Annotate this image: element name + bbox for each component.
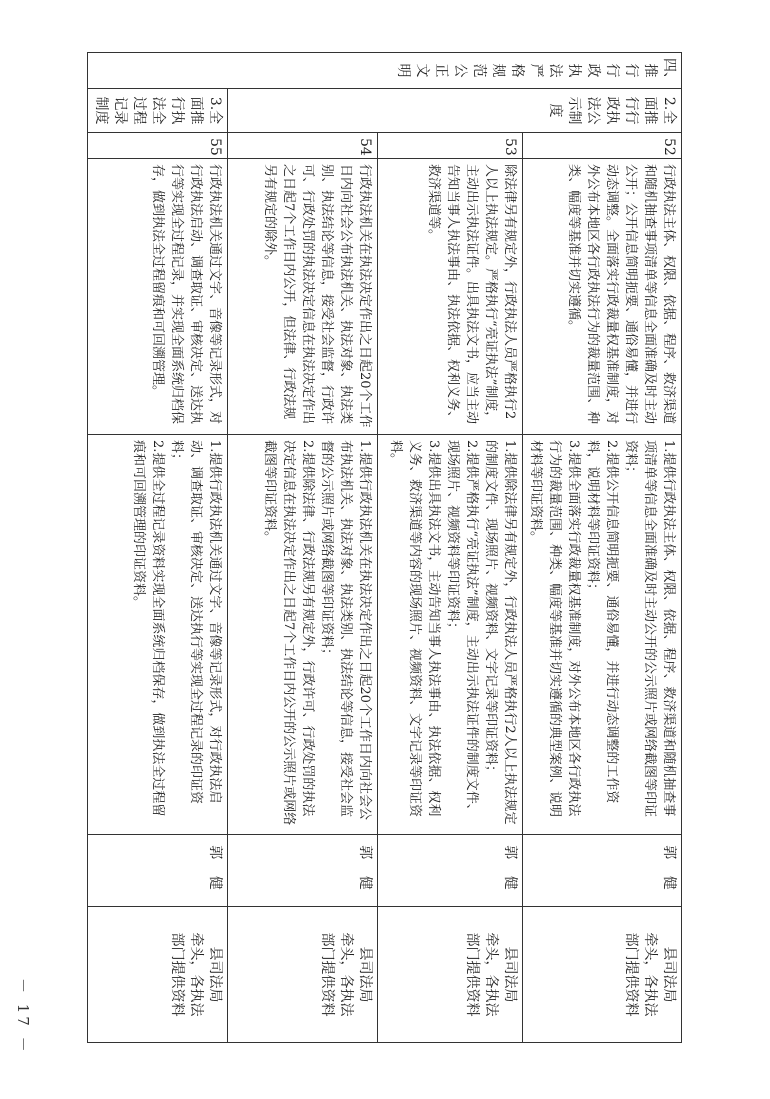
evidence-cell <box>88 435 228 835</box>
page-number: － 17 － <box>14 978 32 1055</box>
evidence-line: 2.提供严格执行“亮证执法”制度，主动出示执法证件的制度文件、现场照片、视频资料等印证资料； <box>445 440 479 817</box>
responsible-dept <box>228 907 378 1043</box>
responsible-dept <box>88 907 228 1043</box>
evidence-line: 1.提供行政执法机关在执法决定作出之日起20个工作日内向社会公布执法机关、执法对象、执法类别、执法结论等信息，接受社会监督的公示照片或网络截图等印证资料； <box>319 440 372 820</box>
evidence-line: 2.提供除法律、行政法规另有规定外，行政许可、行政处罚的执法决定信息在执法决定作出之日起7个工作日内公开的公示照片或网络截图等印证资料。 <box>262 440 315 826</box>
responsible-dept-text: 县司法局 牵头，各执法 部门提供资料 <box>319 932 373 1017</box>
category-cell <box>228 89 682 133</box>
evidence-cell <box>523 435 682 835</box>
table-row <box>523 53 682 1043</box>
responsible-dept-text: 县司法局 牵头，各执法 部门提供资料 <box>169 932 223 1017</box>
evidence-line: 1.提供除法律另有规定外，行政执法人员严格执行2人以上执法规定的制度文件、现场照片、视频资料、文字记录等印证资料； <box>483 440 517 825</box>
evidence-line: 2.提供全过程记录资料实现全面系统归档保存，做到执法全过程留痕和可回溯管理的印证资料。 <box>131 440 165 817</box>
table-row <box>228 53 378 1043</box>
category-text: 3.全 面推 行执 法全 过程 记录 制度 <box>93 96 223 125</box>
item-number: 53 <box>378 133 523 159</box>
evidence-cell <box>228 435 378 835</box>
section-label-text: 四、 推行 行政 执法 严格 规范 公正 文明 <box>395 58 677 86</box>
section-label <box>88 53 682 89</box>
item-number: 52 <box>523 133 682 159</box>
category-text: 2.全 面推 行行 政执 法公 示制 度 <box>547 96 677 125</box>
measure-text: 行政执法机关通过文字、音像等记录形式，对行政执法启动、调查取证、审核决定、送达执行等实现全过程记录，并实现全面系统归档保存，做到执法全过程留痕和可回溯管理。 <box>88 159 228 435</box>
category-cell <box>88 89 228 133</box>
table-row <box>88 53 228 1043</box>
responsible-dept-text: 县司法局 牵头，各执法 部门提供资料 <box>464 932 518 1017</box>
responsible-person: 郭 健 <box>88 835 228 907</box>
evidence-line: 2.提供公开信息简明扼要、通俗易懂，并进行动态调整的工作资料，说明材料等印证资料； <box>585 440 619 804</box>
assessment-table <box>87 52 682 1043</box>
responsible-dept <box>523 907 682 1043</box>
item-number: 55 <box>88 133 228 159</box>
responsible-person: 郭 健 <box>378 835 523 907</box>
responsible-dept <box>378 907 523 1043</box>
evidence-line: 3.提供出具执法文书，主动告知当事人执法事由、执法依据、权利义务、救济渠道等内容的现场照片、视频资料、文字记录等印证资料。 <box>388 440 441 818</box>
measure-text: 行政执法机关在执法决定作出之日起20个工作日内向社会公布执法机关、执法对象、执法类别、执法结论等信息，接受社会监督，行政许可、行政处罚的执法决定信息在执法决定作出之日起7个工作日内公开，但法律、行政法规另有规定的除外。 <box>228 159 378 435</box>
evidence-line: 3.提供全面落实行政裁量权基准制度，对外公布本地区各行政执法行为的裁量范围、种类、幅度等基准并切实遵循的典型案例、说明材料等印证资料。 <box>528 440 581 818</box>
evidence-line: 1.提供行政执法主体、权限、依据、程序、救济渠道和随机抽查事项清单等信息全面准确及时主动公开的公示照片或网络截图等印证资料； <box>623 440 676 818</box>
evidence-cell <box>378 435 523 835</box>
measure-text: 除法律另有规定外，行政执法人员严格执行2人以上执法规定。严格执行“亮证执法”制度，主动出示执法证件。出具执法文书，应当主动告知当事人执法事由、执法依据、权利义务、救济渠道等。 <box>378 159 523 435</box>
responsible-dept-text: 县司法局 牵头，各执法 部门提供资料 <box>623 932 677 1017</box>
responsible-person: 郭 健 <box>523 835 682 907</box>
table-row <box>378 53 523 1043</box>
item-number: 54 <box>228 133 378 159</box>
responsible-person: 郭 健 <box>228 835 378 907</box>
measure-text: 行政执法主体、权限、依据、程序、救济渠道和随机抽查事项清单等信息全面准确及时主动公开；公开信息简明扼要、通俗易懂，并进行动态调整。全面落实行政裁量权基准制度，对外公布本地区各行政执法行为的裁量范围、种类、幅度等基准并切实遵循。 <box>523 159 682 435</box>
evidence-line: 1.提供行政执法机关通过文字、音像等记录形式，对行政执法启动、调查取证、审核决定、送达执行等实现全过程记录的印证资料； <box>169 440 222 805</box>
